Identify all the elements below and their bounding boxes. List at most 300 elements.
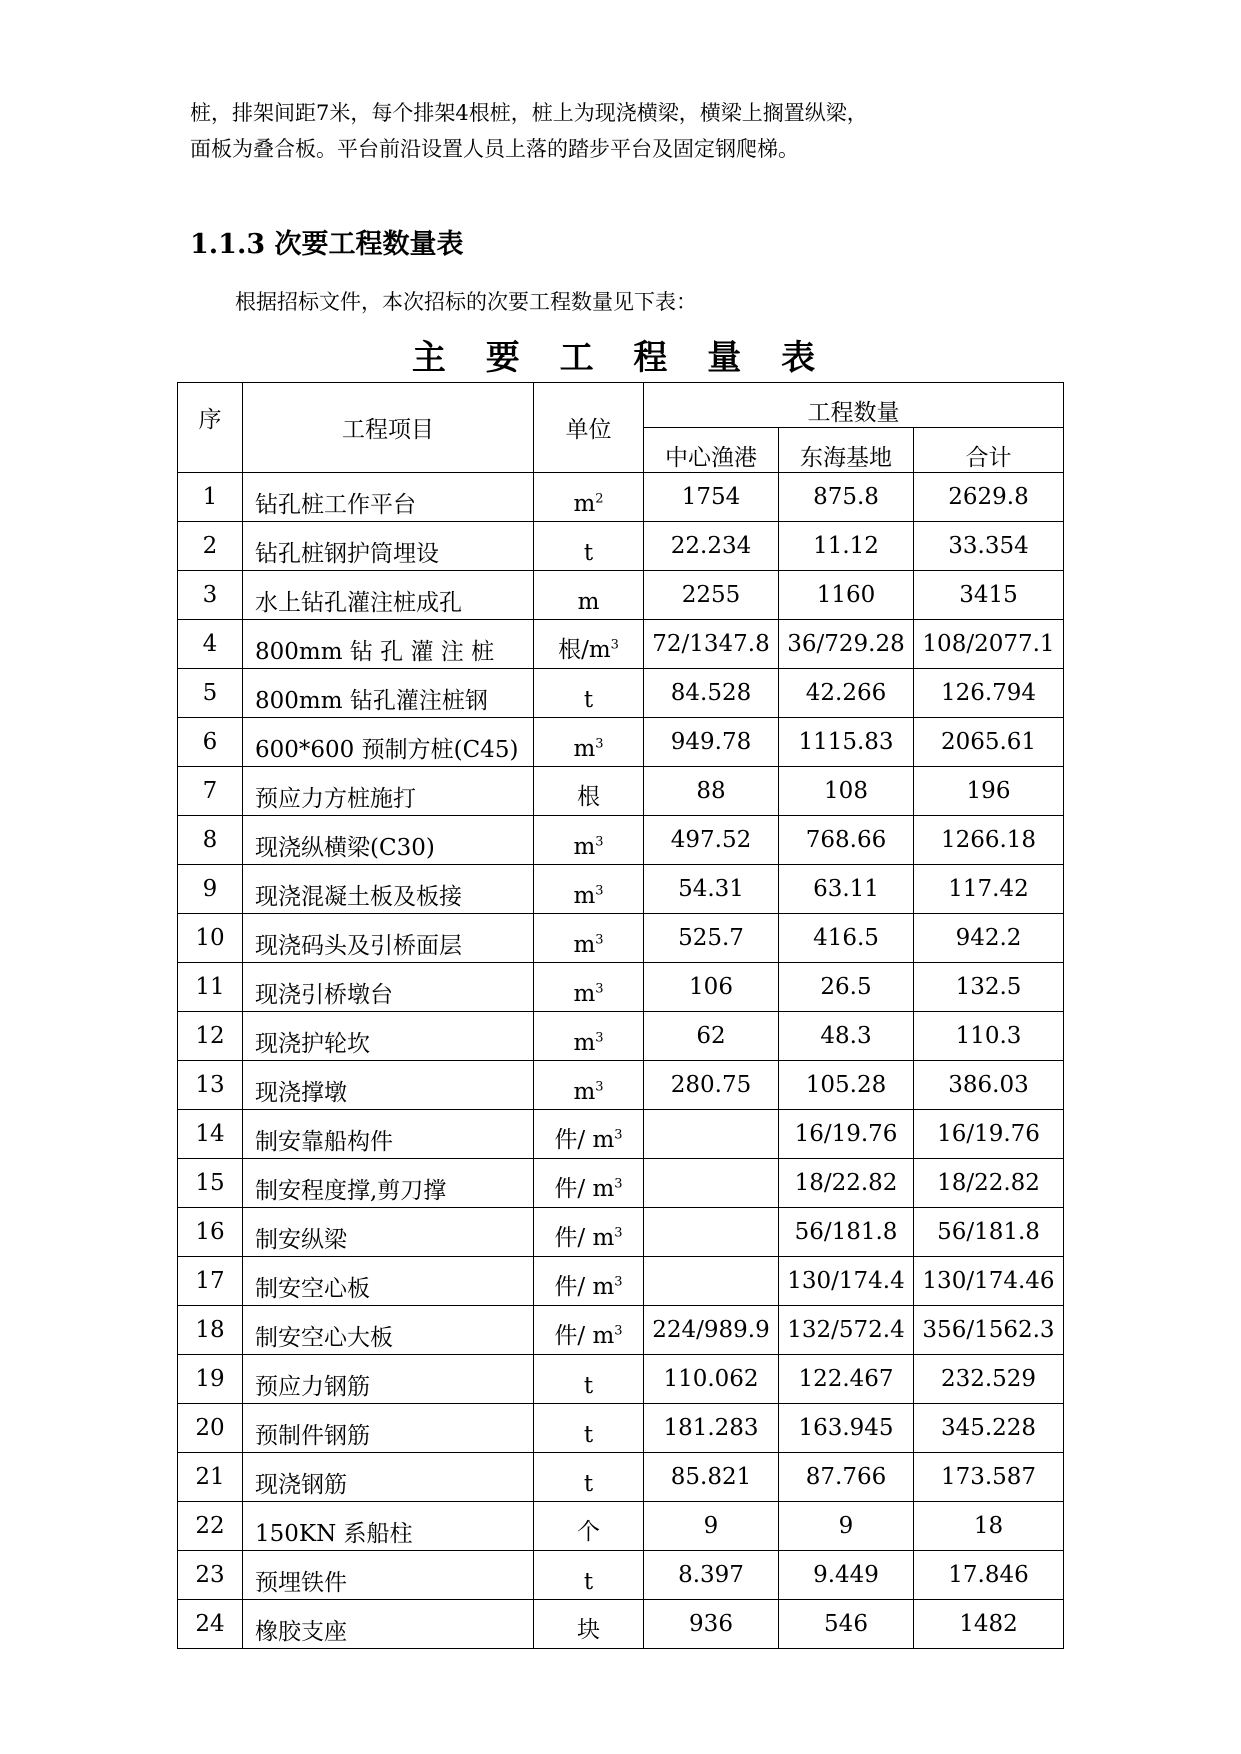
unit-exponent: 3 [595, 883, 604, 899]
row-number [178, 865, 243, 914]
row-item [243, 1257, 534, 1306]
row-total [914, 1453, 1064, 1502]
row-donghai-base-text: 36/729.28 [787, 631, 905, 657]
row-item-text: 制安程度撑,剪刀撑 [255, 1178, 447, 1204]
row-center-port [644, 1306, 779, 1355]
row-donghai-base-text: 416.5 [813, 925, 879, 951]
table-row [178, 865, 1064, 914]
row-total [914, 963, 1064, 1012]
table-row [178, 620, 1064, 669]
row-center-port [644, 571, 779, 620]
row-donghai-base-text: 875.8 [813, 484, 879, 510]
row-item [243, 1306, 534, 1355]
row-total-text: 3415 [959, 582, 1018, 608]
row-number-text: 15 [195, 1170, 225, 1196]
row-center-port [644, 1257, 779, 1306]
row-total-text: 196 [966, 778, 1011, 804]
row-total-text: 18/22.82 [937, 1170, 1040, 1196]
row-donghai-base-text: 42.266 [805, 680, 887, 706]
row-number [178, 1208, 243, 1257]
row-number [178, 1257, 243, 1306]
table-row [178, 1306, 1064, 1355]
row-unit-text: m [573, 1030, 596, 1056]
header-seq: 序 [178, 383, 243, 473]
row-number-text: 2 [202, 533, 218, 559]
row-center-port [644, 767, 779, 816]
row-item [243, 620, 534, 669]
row-donghai-base-text: 11.12 [813, 533, 879, 559]
row-center-port [644, 620, 779, 669]
row-center-port-text: 280.75 [670, 1072, 752, 1098]
row-total [914, 1551, 1064, 1600]
row-center-port-text: 8.397 [678, 1562, 744, 1588]
row-donghai-base [779, 571, 914, 620]
row-number-text: 6 [202, 729, 218, 755]
row-donghai-base-text: 105.28 [805, 1072, 887, 1098]
row-number-text: 7 [202, 778, 218, 804]
section-heading: 1.1.3 次要工程数量表 [190, 229, 464, 260]
row-item-text: 钻孔桩钢护筒埋设 [255, 541, 439, 567]
row-donghai-base [779, 914, 914, 963]
row-center-port-text: 9 [703, 1513, 719, 1539]
row-item-text: 预应力方桩施打 [255, 786, 416, 812]
table-row [178, 1159, 1064, 1208]
row-center-port [644, 1355, 779, 1404]
table-row [178, 914, 1064, 963]
row-total [914, 718, 1064, 767]
row-donghai-base [779, 865, 914, 914]
row-number-text: 16 [195, 1219, 225, 1245]
row-unit [534, 963, 644, 1012]
row-item-text: 钻孔桩工作平台 [255, 492, 416, 518]
row-center-port-text: 497.52 [670, 827, 752, 853]
row-total-text: 2065.61 [940, 729, 1037, 755]
row-unit [534, 1404, 644, 1453]
row-number-text: 24 [195, 1611, 225, 1637]
row-unit-text: 件/ m [554, 1127, 615, 1153]
row-donghai-base-text: 18/22.82 [794, 1170, 898, 1196]
row-unit-text: 件/ m [554, 1225, 615, 1251]
row-center-port-text: 224/989.9 [652, 1317, 770, 1343]
row-unit-text: m [573, 981, 596, 1007]
row-unit-text: t [583, 1569, 594, 1595]
table-row [178, 1600, 1064, 1649]
row-center-port [644, 1159, 779, 1208]
unit-exponent: 3 [595, 834, 604, 850]
row-unit-text: m [577, 589, 600, 615]
row-donghai-base-text: 16/19.76 [794, 1121, 898, 1147]
row-number-text: 20 [195, 1415, 225, 1441]
row-unit-text: m [573, 736, 596, 762]
header-col-center-port: 中心渔港 [644, 428, 779, 473]
row-number-text: 14 [195, 1121, 225, 1147]
row-item [243, 1355, 534, 1404]
row-total [914, 1012, 1064, 1061]
row-unit [534, 718, 644, 767]
row-total-text: 108/2077.1 [922, 631, 1055, 657]
row-number-text: 3 [202, 582, 218, 608]
row-unit [534, 669, 644, 718]
row-item-text: 现浇护轮坎 [255, 1031, 370, 1057]
row-unit [534, 1208, 644, 1257]
row-center-port-text: 62 [696, 1023, 726, 1049]
row-donghai-base-text: 768.66 [805, 827, 887, 853]
row-center-port [644, 1600, 779, 1649]
row-total-text: 173.587 [940, 1464, 1037, 1490]
row-number [178, 963, 243, 1012]
row-donghai-base [779, 1404, 914, 1453]
row-item [243, 1600, 534, 1649]
row-unit-text: 件/ m [554, 1176, 615, 1202]
table-row [178, 1355, 1064, 1404]
table-row [178, 522, 1064, 571]
row-center-port-text: 84.528 [670, 680, 752, 706]
row-unit [534, 1257, 644, 1306]
row-number [178, 1110, 243, 1159]
row-item [243, 571, 534, 620]
row-donghai-base-text: 56/181.8 [794, 1219, 898, 1245]
row-unit [534, 1061, 644, 1110]
row-donghai-base [779, 473, 914, 522]
row-number [178, 1600, 243, 1649]
table-title: 主 要 工 程 量 表 [411, 338, 830, 378]
row-donghai-base-text: 132/572.4 [787, 1317, 905, 1343]
row-item [243, 1502, 534, 1551]
row-center-port [644, 1012, 779, 1061]
row-item [243, 816, 534, 865]
row-center-port [644, 1453, 779, 1502]
row-unit [534, 1453, 644, 1502]
table-row [178, 1061, 1064, 1110]
row-item [243, 1159, 534, 1208]
table-row [178, 1110, 1064, 1159]
row-number-text: 23 [195, 1562, 225, 1588]
row-total [914, 816, 1064, 865]
unit-exponent: 3 [595, 1030, 604, 1046]
intro-line-2: 面板为叠合板。平台前沿设置人员上落的踏步平台及固定钢爬梯。 [190, 137, 799, 161]
row-center-port-text: 85.821 [670, 1464, 752, 1490]
row-item [243, 767, 534, 816]
row-total [914, 522, 1064, 571]
row-unit-text: t [583, 1471, 594, 1497]
unit-exponent: 3 [614, 1127, 623, 1143]
row-unit [534, 1600, 644, 1649]
row-center-port-text: 106 [689, 974, 733, 1000]
row-center-port-text: 54.31 [678, 876, 744, 902]
row-number-text: 21 [195, 1464, 225, 1490]
row-item-text: 600*600 预制方桩(C45) [255, 737, 519, 763]
row-donghai-base [779, 1257, 914, 1306]
row-total [914, 571, 1064, 620]
row-center-port [644, 1404, 779, 1453]
row-number [178, 718, 243, 767]
row-number-text: 8 [202, 827, 218, 853]
row-unit-text: t [583, 1422, 594, 1448]
row-center-port-text: 72/1347.8 [652, 631, 770, 657]
row-unit [534, 620, 644, 669]
row-total [914, 1159, 1064, 1208]
row-total-text: 110.3 [955, 1023, 1022, 1049]
row-number-text: 10 [195, 925, 225, 951]
row-donghai-base-text: 108 [824, 778, 868, 804]
row-unit [534, 1551, 644, 1600]
row-unit [534, 1502, 644, 1551]
unit-exponent: 3 [610, 637, 619, 653]
row-item-text: 橡胶支座 [255, 1619, 347, 1645]
row-total [914, 1306, 1064, 1355]
row-center-port [644, 865, 779, 914]
row-total [914, 620, 1064, 669]
row-center-port-text: 936 [689, 1611, 733, 1637]
header-row-1 [178, 383, 1064, 428]
row-donghai-base [779, 1061, 914, 1110]
row-center-port-text: 1754 [681, 484, 741, 510]
row-center-port-text: 22.234 [670, 533, 752, 559]
row-unit-text: 件/ m [554, 1274, 615, 1300]
row-donghai-base [779, 620, 914, 669]
row-total-text: 18 [973, 1513, 1004, 1539]
row-center-port [644, 816, 779, 865]
row-total [914, 1257, 1064, 1306]
row-unit [534, 1355, 644, 1404]
row-donghai-base-text: 546 [824, 1611, 868, 1637]
row-total [914, 1600, 1064, 1649]
row-number [178, 1355, 243, 1404]
row-unit-text: 根/m [558, 637, 611, 663]
row-number [178, 1306, 243, 1355]
header-item: 工程项目 [243, 383, 534, 473]
row-donghai-base-text: 130/174.4 [787, 1268, 905, 1294]
row-donghai-base-text: 9.449 [813, 1562, 879, 1588]
unit-exponent: 3 [595, 736, 604, 752]
intro-line-1: 桩，排架间距7米，每个排架4根桩，桩上为现浇横梁，横梁上搁置纵梁， [190, 101, 868, 125]
row-total [914, 1404, 1064, 1453]
row-total [914, 914, 1064, 963]
row-number-text: 12 [195, 1023, 225, 1049]
row-donghai-base [779, 816, 914, 865]
row-unit-text: m [573, 932, 596, 958]
row-item-text: 制安纵梁 [255, 1227, 347, 1253]
row-unit [534, 571, 644, 620]
row-center-port [644, 1061, 779, 1110]
row-center-port [644, 522, 779, 571]
row-unit-text: m [573, 834, 596, 860]
row-total [914, 1502, 1064, 1551]
row-donghai-base-text: 26.5 [820, 974, 872, 1000]
row-unit-text: 块 [577, 1617, 600, 1643]
row-number [178, 1453, 243, 1502]
row-center-port [644, 669, 779, 718]
row-center-port [644, 473, 779, 522]
table-row [178, 963, 1064, 1012]
table-row [178, 669, 1064, 718]
row-donghai-base [779, 1012, 914, 1061]
row-donghai-base-text: 63.11 [813, 876, 879, 902]
row-unit-text: m [573, 883, 596, 909]
table-row [178, 473, 1064, 522]
row-donghai-base-text: 1160 [816, 582, 876, 608]
row-total [914, 473, 1064, 522]
row-number [178, 571, 243, 620]
section-lead: 根据招标文件，本次招标的次要工程数量见下表： [235, 290, 697, 314]
row-total-text: 117.42 [948, 876, 1029, 902]
table-row [178, 816, 1064, 865]
row-total [914, 669, 1064, 718]
row-donghai-base [779, 1355, 914, 1404]
row-total [914, 865, 1064, 914]
row-center-port [644, 963, 779, 1012]
row-item-text: 预埋铁件 [255, 1570, 347, 1596]
row-number-text: 13 [195, 1072, 225, 1098]
table-row [178, 1208, 1064, 1257]
header-quantity: 工程数量 [644, 383, 1064, 428]
row-number [178, 1061, 243, 1110]
row-unit-text: t [583, 1373, 594, 1399]
row-donghai-base [779, 522, 914, 571]
row-donghai-base-text: 1115.83 [798, 729, 894, 755]
unit-exponent: 3 [595, 1079, 604, 1095]
row-item [243, 914, 534, 963]
row-donghai-base [779, 1453, 914, 1502]
row-unit [534, 1110, 644, 1159]
row-item-text: 水上钻孔灌注桩成孔 [255, 590, 462, 616]
row-number [178, 1159, 243, 1208]
unit-exponent: 3 [614, 1225, 623, 1241]
row-total [914, 1355, 1064, 1404]
row-center-port-text: 181.283 [663, 1415, 759, 1441]
row-item [243, 1110, 534, 1159]
row-number [178, 1551, 243, 1600]
row-total-text: 56/181.8 [937, 1219, 1040, 1245]
row-donghai-base [779, 1600, 914, 1649]
row-unit-text: 个 [577, 1519, 600, 1545]
unit-exponent: 3 [595, 932, 604, 948]
row-total-text: 356/1562.3 [922, 1317, 1055, 1343]
row-item [243, 522, 534, 571]
row-unit-text: 根 [577, 784, 600, 810]
row-number [178, 669, 243, 718]
row-donghai-base [779, 1551, 914, 1600]
table-row [178, 767, 1064, 816]
row-item [243, 1061, 534, 1110]
row-item [243, 1012, 534, 1061]
header-unit: 单位 [534, 383, 644, 473]
row-center-port-text: 949.78 [670, 729, 752, 755]
row-donghai-base [779, 718, 914, 767]
table-row [178, 1257, 1064, 1306]
row-number [178, 1404, 243, 1453]
header-col-total: 合计 [914, 428, 1064, 473]
row-total-text: 232.529 [940, 1366, 1037, 1392]
row-item-text: 现浇撑墩 [255, 1080, 347, 1106]
row-item [243, 963, 534, 1012]
row-total-text: 386.03 [948, 1072, 1029, 1098]
row-donghai-base [779, 1110, 914, 1159]
table-row [178, 571, 1064, 620]
row-total-text: 130/174.46 [922, 1268, 1055, 1294]
row-item [243, 1404, 534, 1453]
table-row [178, 1551, 1064, 1600]
row-number [178, 1012, 243, 1061]
row-item-text: 现浇混凝土板及板接 [255, 884, 462, 910]
row-item [243, 473, 534, 522]
row-donghai-base-text: 9 [838, 1513, 854, 1539]
row-item [243, 1453, 534, 1502]
row-total-text: 132.5 [955, 974, 1022, 1000]
row-item [243, 1208, 534, 1257]
header-col-donghai-base: 东海基地 [779, 428, 914, 473]
row-unit-text: m [573, 1079, 596, 1105]
row-item-text: 现浇钢筋 [255, 1472, 347, 1498]
row-item-text: 现浇码头及引桥面层 [255, 933, 462, 959]
row-number-text: 9 [202, 876, 218, 902]
row-number-text: 5 [202, 680, 218, 706]
table-row [178, 1012, 1064, 1061]
row-item-text: 预应力钢筋 [255, 1374, 370, 1400]
row-unit [534, 914, 644, 963]
row-number-text: 4 [202, 631, 218, 657]
row-center-port-text: 88 [696, 778, 726, 804]
row-unit-text: m [573, 491, 596, 517]
row-unit [534, 816, 644, 865]
row-number-text: 17 [195, 1268, 225, 1294]
row-number-text: 22 [195, 1513, 225, 1539]
row-center-port [644, 1110, 779, 1159]
row-center-port [644, 1208, 779, 1257]
row-total-text: 1266.18 [940, 827, 1037, 853]
row-donghai-base [779, 1208, 914, 1257]
row-center-port-text: 2255 [681, 582, 741, 608]
row-total [914, 1061, 1064, 1110]
table-row [178, 718, 1064, 767]
row-center-port [644, 914, 779, 963]
row-donghai-base [779, 963, 914, 1012]
row-total [914, 767, 1064, 816]
quantity-table [177, 382, 1064, 1649]
row-total-text: 126.794 [940, 680, 1037, 706]
row-donghai-base-text: 48.3 [820, 1023, 872, 1049]
row-item-text: 制安空心大板 [255, 1325, 393, 1351]
row-unit [534, 1159, 644, 1208]
row-unit [534, 1012, 644, 1061]
row-number-text: 11 [195, 974, 225, 1000]
row-total-text: 2629.8 [948, 484, 1029, 510]
row-center-port [644, 1551, 779, 1600]
row-item [243, 1551, 534, 1600]
row-item-text: 800mm 钻 孔 灌 注 桩 [255, 639, 495, 665]
row-item [243, 865, 534, 914]
row-donghai-base [779, 1502, 914, 1551]
row-item [243, 718, 534, 767]
row-total [914, 1208, 1064, 1257]
table-row [178, 1404, 1064, 1453]
row-donghai-base [779, 767, 914, 816]
table-row [178, 1453, 1064, 1502]
row-donghai-base [779, 1306, 914, 1355]
row-item-text: 制安靠船构件 [255, 1129, 393, 1155]
row-item-text: 800mm 钻孔灌注桩钢 [255, 688, 488, 714]
row-item-text: 制安空心板 [255, 1276, 370, 1302]
row-donghai-base-text: 87.766 [805, 1464, 887, 1490]
row-donghai-base [779, 669, 914, 718]
row-center-port [644, 1502, 779, 1551]
row-number [178, 473, 243, 522]
row-unit-text: t [583, 540, 594, 566]
row-unit [534, 522, 644, 571]
row-item-text: 现浇纵横梁(C30) [255, 835, 435, 861]
row-number [178, 522, 243, 571]
row-item-text: 现浇引桥墩台 [255, 982, 393, 1008]
